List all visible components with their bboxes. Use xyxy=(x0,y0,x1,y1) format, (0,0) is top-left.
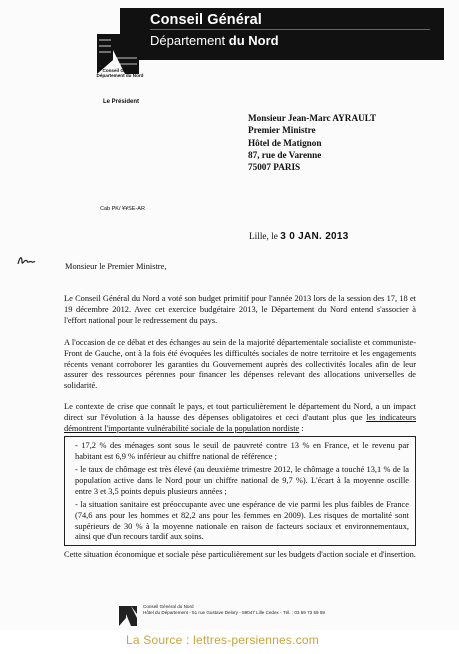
underlined-text: les indicateurs démontrent l'importante vulnérabilité sociale de la population nordiste xyxy=(64,412,416,433)
sender-title: Le Président xyxy=(103,99,140,105)
reference-code: Cab PK/ ¥¥SE-AR xyxy=(100,206,145,212)
footer-address: Conseil Général du Nord Hôtel du Département - 51 rue Gustave Delory - 59047 Lille Cedex - Tél. : 03 59 73 59 59 xyxy=(143,604,325,615)
address-line: Hôtel de Matignon xyxy=(248,137,322,148)
indicator-item: - 17,2 % des ménages sont sous le seuil de pauvreté contre 13 % en France, et le revenu par habitant est 6,9 % inférieur au chiffre national de référence ; xyxy=(75,441,409,461)
footer-logo-icon xyxy=(118,604,138,628)
address-line: Premier Ministre xyxy=(248,125,316,136)
paragraph: Cette situation économique et sociale pèse particulièrement sur les budgets d'action sociale et d'insertion. xyxy=(64,550,416,559)
indicator-item: - la situation sanitaire est préoccupante avec une espérance de vie parmi les plus faibles de France (74,6 ans pour les hommes et 82,2 ans pour les femmes en 2009). Les risques de mortalité sont supérieurs de 30 % à la moyenne nationale en raison de facteurs sociaux et environnementaux, ainsi que d'un recours tardif aux soins. xyxy=(75,500,409,542)
header-subtitle-bold: du Nord xyxy=(228,33,279,48)
address-line: 87, rue de Varenne xyxy=(248,149,322,160)
handwritten-initials-icon xyxy=(16,254,36,268)
header-subtitle xyxy=(150,33,279,48)
source-watermark: La Source : lettres-persiennes.com xyxy=(126,633,319,647)
header-title: Conseil Général xyxy=(150,12,262,28)
address-line: Monsieur Jean-Marc AYRAULT xyxy=(248,113,377,123)
paragraph: Le contexte de crise que connaît le pays, et tout particulièrement le département du Nord, a un impact direct sur l'évolution à la hausse des dépenses obligatoires et ceci d'autant plus que les indicateurs démontrent l'importante vulnérabilité sociale de la population nordiste : xyxy=(64,402,416,433)
address-line: 75007 PARIS xyxy=(248,162,301,173)
paragraph: Le Conseil Général du Nord a voté son budget primitif pour l'année 2013 lors de la session des 17, 18 et 19 décembre 2012. Avec cet exercice budgétaire 2013, le Département du Nord entend s'associer à l'effort national pour le redressement du pays. xyxy=(64,294,416,325)
salutation: Monsieur le Premier Ministre, xyxy=(65,262,167,271)
logo-caption: Conseil Général Département du Nord xyxy=(96,68,144,78)
recipient-address xyxy=(248,112,376,173)
paragraph: A l'occasion de ce débat et des échanges au sein de la majorité départementale socialiste et communiste-Front de Gauche, ont à la fois été évoquées les difficultés sociales de notre territoire et les engagements récents venant corroborer les garanties du Gouvernement auprès des collectivités locales afin de leur assurer des ressources pérennes pour financer les dépenses relevant des allocations universelles de solidarité. xyxy=(64,338,416,391)
header-divider xyxy=(150,29,430,30)
header-subtitle-prefix: Département xyxy=(150,33,226,48)
date-line xyxy=(249,231,349,242)
date-place: Lille, le xyxy=(249,232,278,242)
indicators-box xyxy=(64,436,416,546)
date-stamp: 3 0 JAN. 2013 xyxy=(280,231,349,242)
indicator-item: - le taux de chômage est très élevé (au deuxième trimestre 2012, le chômage a touché 13,1 % de la population active dans le Nord pour un chiffre national de 9,7 %). L'écart à la moyenne oscille entre 3 et 3,5 points depuis plusieurs années ; xyxy=(75,465,409,496)
